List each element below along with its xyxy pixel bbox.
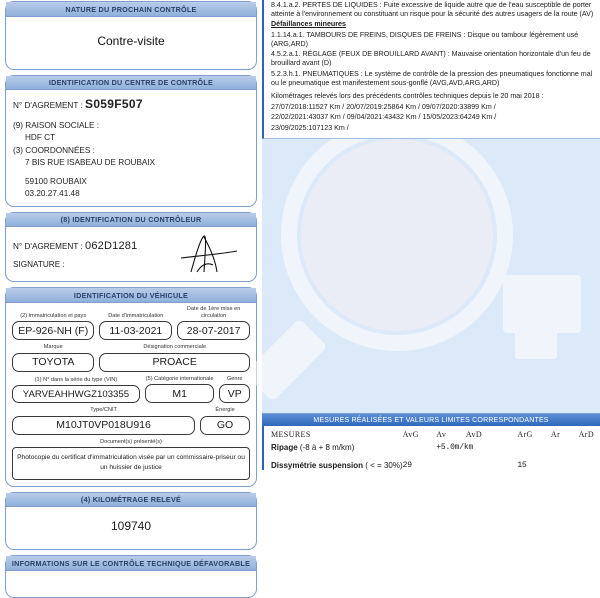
measure-row-2-avg: 29: [402, 461, 412, 470]
vin-value: YARVEAHHWGZ103355: [12, 385, 140, 403]
immat-label: (2) Immatriculation et pays: [20, 312, 87, 319]
magnifier-watermark-icon: [257, 135, 587, 435]
mileage-history-intro: Kilométrages relevés lors des précédents contrôles techniques depuis le 20 mai 2018 :: [271, 91, 544, 100]
next-control-header: NATURE DU PROCHAIN CONTRÔLE: [6, 2, 256, 17]
controller-agrement-label: N° D'AGREMENT :: [13, 242, 83, 252]
type-cnit-value: M10JT0VP018U916: [12, 416, 195, 435]
controller-body: [6, 227, 256, 281]
measure-row-1-label: Ripage (-8 à + 8 m/km): [271, 443, 355, 452]
mileage-history-block: [271, 92, 594, 133]
measures-col-avg: AvG: [402, 430, 419, 439]
measure-row-1-arg: [517, 439, 551, 457]
center-raison-value: HDF CT: [25, 133, 56, 143]
unfavourable-header: INFORMATIONS SUR LE CONTRÔLE TECHNIQUE DÉFAVORABLE: [6, 556, 256, 571]
defect-major-last: 8.4.1.a.2. PERTES DE LIQUIDES : Fuite excessive de liquide autre que de l'eau susceptible de porter atteinte à l'environnement ou constituant un risque pour la sécurité des autres usagers de la route (AV): [271, 1, 594, 19]
mileage-history-line-1: 27/07/2018:11527 Km / 20/07/2019:25864 Km / 09/07/2020:33899 Km /: [271, 102, 496, 111]
measures-col-avd: AvD: [465, 430, 483, 439]
vehicle-panel: [5, 287, 257, 486]
mileage-body: [6, 507, 256, 549]
center-coord-label: (3) COORDONNÉES :: [13, 145, 95, 155]
genre-value: VP: [219, 384, 250, 403]
mileage-panel: [5, 492, 257, 551]
measures-header-row: [271, 430, 594, 439]
signature-mark: [171, 232, 243, 276]
measures-header: MESURES RÉALISÉES ET VALEURS LIMITES CORRESPONDANTES: [262, 413, 600, 426]
documents-value: Photocopie du certificat d'immatriculation visée par un commissaire-priseur ou un huissier de justice: [12, 447, 250, 479]
center-address-line1: 7 BIS RUE ISABEAU DE ROUBAIX: [25, 157, 156, 167]
measure-row-1-av: +5.0m/km: [436, 443, 474, 452]
measure-row-1-ard: [579, 439, 594, 457]
control-center-panel: [5, 75, 257, 207]
table-row: [271, 439, 594, 457]
measures-col-ard: ArD: [578, 430, 594, 439]
defect-minor-2: 4.5.2.a.1. RÉGLAGE (FEUX DE BROUILLARD AVANT) : Mauvaise orientation horizontale d'un feu de brouillard avant (D): [271, 50, 591, 68]
genre-label: Genre: [226, 375, 243, 382]
center-phone: 03.20.27.41.48: [25, 189, 80, 199]
designation-value: PROACE: [99, 353, 250, 372]
date-immat-value: 11-03-2021: [99, 321, 172, 340]
date-immat-label: Date d'immatriculation: [108, 312, 164, 319]
table-row: [271, 457, 594, 475]
measures-col-arg: ArG: [517, 430, 533, 439]
defect-minor-1: 1.1.14.a.1. TAMBOURS DE FREINS, DISQUES DE FREINS : Disque ou tambour légèrement usé (ARG,ARD): [271, 30, 579, 48]
control-center-header: IDENTIFICATION DU CENTRE DE CONTRÔLE: [6, 76, 256, 91]
mileage-history-line-3: 23/09/2025:107123 Km /: [271, 123, 349, 132]
marque-label: Marque: [43, 344, 63, 351]
center-address-city: 59100 ROUBAIX: [25, 177, 87, 187]
control-center-body: [6, 90, 256, 206]
controller-panel: [5, 212, 257, 283]
controller-signature-label: SIGNATURE :: [13, 260, 65, 270]
immat-value: EP-926-NH (F): [12, 321, 94, 340]
measure-row-1-ar: [551, 439, 579, 457]
measures-col-label: MESURES: [271, 430, 311, 439]
designation-label: Désignation commerciale: [143, 344, 207, 351]
measure-row-2-avd: [466, 457, 517, 475]
measure-row-2-av: [436, 457, 466, 475]
energie-value: GO: [200, 416, 250, 435]
date-mec-label: Date de 1ère mise en circulation: [186, 305, 241, 319]
next-control-panel: [5, 1, 257, 70]
measure-row-2-label: Dissymétrie suspension ( < = 30%): [271, 461, 403, 470]
categorie-value: M1: [145, 384, 215, 403]
measures-table: [271, 430, 594, 475]
mileage-header: (4) KILOMÉTRAGE RELEVÉ: [6, 493, 256, 508]
measure-row-2-arg: 15: [517, 461, 527, 470]
mileage-history-line-2: 22/02/2021:43037 Km / 09/04/2021:43432 Km / 15/05/2023:64249 Km /: [271, 113, 497, 122]
energie-label: Énergie: [215, 407, 235, 414]
left-column: [0, 0, 262, 568]
measures-body: [262, 426, 600, 470]
controller-agrement-value: 062D1281: [85, 240, 138, 253]
next-control-value: Contre-visite: [97, 33, 165, 48]
defect-minor-3: 5.2.3.h.1. PNEUMATIQUES : Le système de contrôle de la pression des pneumatiques fonctionne mal ou le pneumatique est manifestement sous-gonflé (AVG,AVD,ARG,ARD): [271, 69, 593, 87]
categorie-label: (5) Catégorie internationale: [145, 375, 214, 382]
measure-row-2-ar: [551, 457, 579, 475]
center-agrement-label: N° D'AGREMENT :: [13, 101, 83, 110]
vin-label: (1) N° dans la série du type (VIN): [34, 376, 118, 383]
center-raison-label: (9) RAISON SOCIALE :: [13, 121, 99, 130]
minor-defects-heading: Défaillances mineures: [271, 20, 346, 29]
unfavourable-panel: [5, 555, 257, 598]
documents-label: Document(s) présenté(s): [100, 438, 162, 445]
next-control-body: [6, 17, 256, 69]
measures-col-ar: Ar: [550, 430, 561, 439]
center-agrement-value: S059F507: [85, 97, 143, 111]
measure-row-2-ard: [579, 457, 594, 475]
vehicle-header: IDENTIFICATION DU VÉHICULE: [6, 288, 256, 303]
controller-header: (8) IDENTIFICATION DU CONTRÔLEUR: [6, 213, 256, 228]
right-column: [262, 0, 600, 470]
controller-agrement-row: [13, 235, 171, 257]
measures-col-av: Av: [436, 430, 447, 439]
vehicle-body: [6, 303, 256, 486]
date-mec-value: 28-07-2017: [177, 321, 250, 340]
mileage-value: 109740: [110, 519, 152, 534]
defects-block: [262, 0, 600, 139]
marque-value: TOYOTA: [12, 353, 94, 372]
center-agrement-row: [13, 95, 249, 113]
type-cnit-label: Type/CNIT: [90, 407, 117, 414]
measure-row-1-avg: [403, 439, 437, 457]
